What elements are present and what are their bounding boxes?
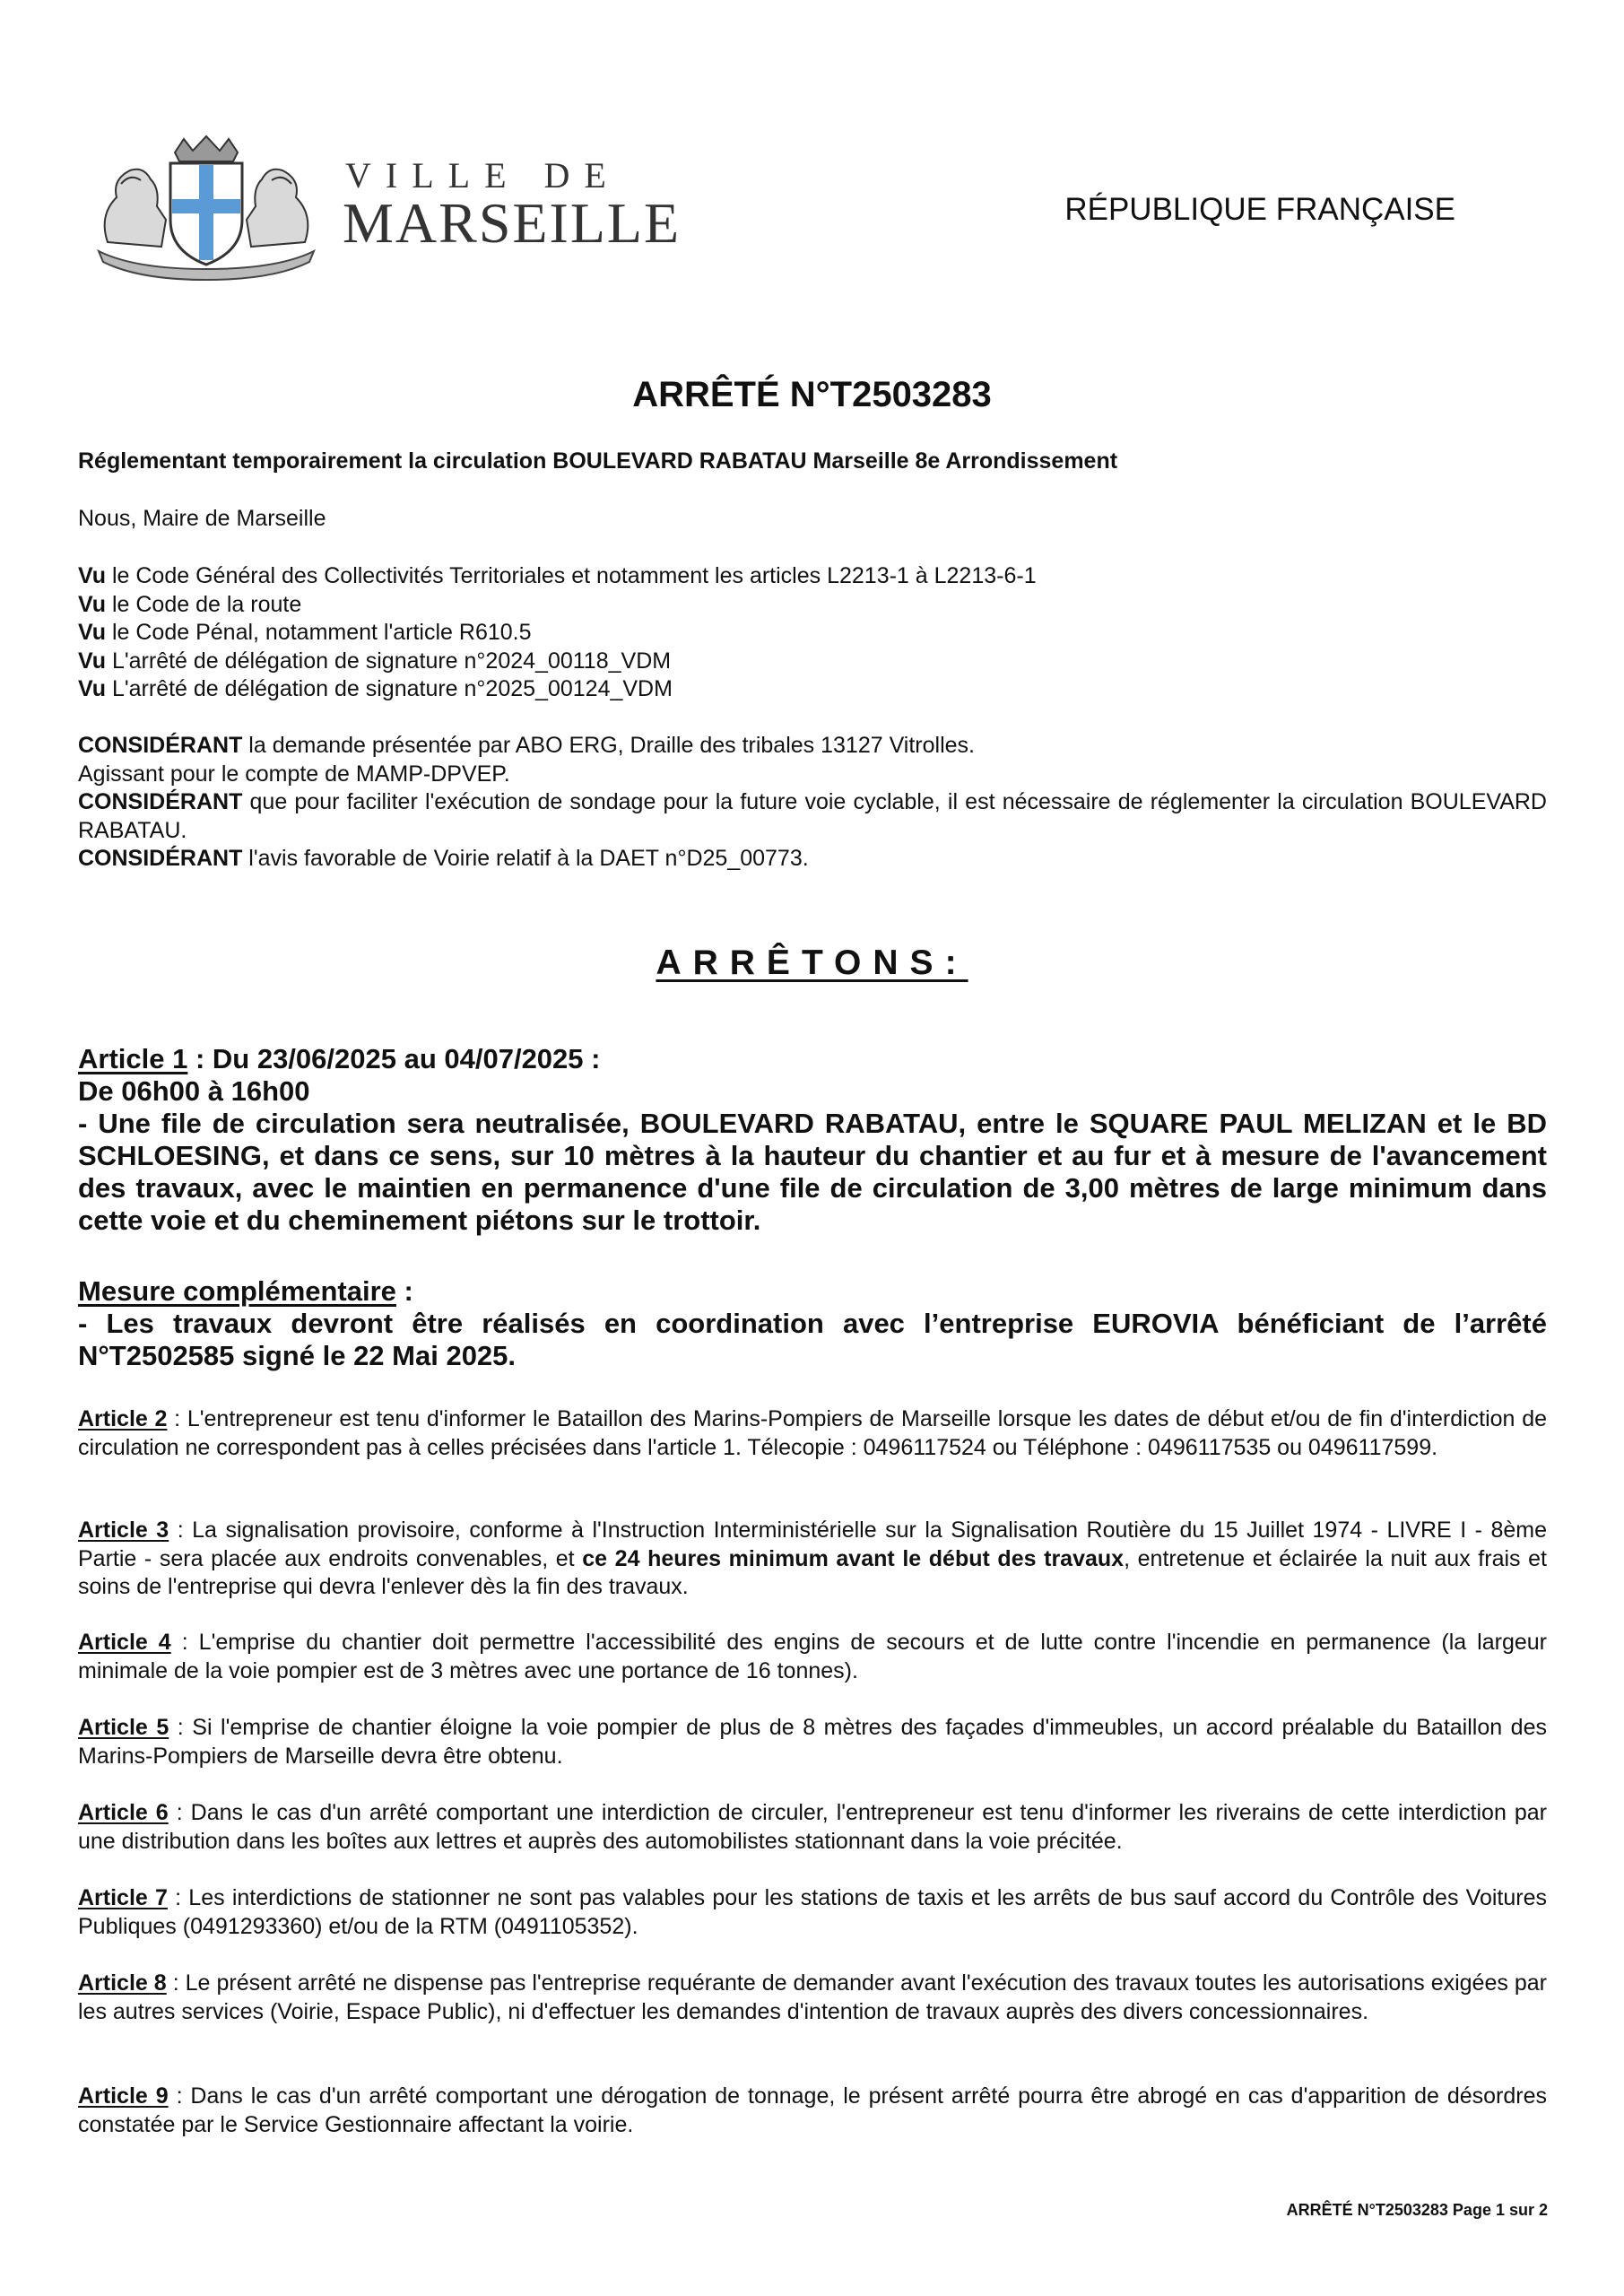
article-6: Article 6 : Dans le cas d'un arrêté comportant une interdiction de circuler, l'entrepreneur est tenu d'informer les riverains de cette interdiction par une distribution dans les boîtes aux lettres et auprès des automobilistes stationnant dans la voie précitée. — [78, 1800, 1547, 1854]
vu-list — [78, 562, 1547, 704]
vu-item: Vu L'arrêté de délégation de signature n°2024_00118_VDM — [78, 648, 672, 674]
article-4: Article 4 : L'emprise du chantier doit permettre l'accessibilité des engins de secours et de lutte contre l'incendie en permanence (la largeur minimale de la voie pompier est de 3 mètres avec une portance de 16 tonnes). — [78, 1630, 1547, 1683]
considerants-list — [78, 732, 1547, 874]
article-9: Article 9 : Dans le cas d'un arrêté comportant une dérogation de tonnage, le présent arrêté pourra être abrogé en cas d'apparition de désordres constatée par le Service Gestionnaire affectant la voirie. — [78, 2083, 1547, 2137]
logo-line-ville-de: VILLE DE — [345, 155, 621, 196]
article-1-header: Article 1 : Du 23/06/2025 au 04/07/2025 : — [78, 1043, 601, 1074]
article-8: Article 8 : Le présent arrêté ne dispense pas l'entreprise requérante de demander avant l'exécution des travaux toutes les autorisations exigées par les autres services (Voirie, Espace Public), ni d'effectuer les demandes d'intention de travaux auprès des divers concessionnaires. — [78, 1970, 1547, 2024]
logo-line-marseille: MARSEILLE — [343, 191, 682, 255]
considerant-item: CONSIDÉRANT l'avis favorable de Voirie relatif à la DAET n°D25_00773. — [78, 846, 809, 871]
article-2: Article 2 : L'entrepreneur est tenu d'informer le Bataillon des Marins-Pompiers de Marseille lorsque les dates de début et/ou de fin d'interdiction de circulation ne correspondent pas à celles précisées dans l'article 1. Télecopie : 0496117524 ou Téléphone : 0496117535 ou 0496117599. — [78, 1406, 1547, 1460]
page-footer: ARRÊTÉ N°T2503283 Page 1 sur 2 — [1286, 2201, 1548, 2219]
ville-de-marseille-logo — [81, 135, 682, 291]
considerant-item: CONSIDÉRANT que pour faciliter l'exécution de sondage pour la future voie cyclable, il est nécessaire de réglementer la circulation BOULEVARD RABATAU. — [78, 789, 1547, 843]
article-3: Article 3 : La signalisation provisoire, conforme à l'Instruction Interministérielle sur la Signalisation Routière du 15 Juillet 1974 - LIVRE I - 8ème Partie - sera placée aux endroits convenables, et ce 24 heures minimum avant le début des travaux, entretenue et éclairée la nuit aux frais et soins de l'entreprise qui devra l'enlever dès la fin des travaux. — [78, 1518, 1547, 1599]
document-title: ARRÊTÉ N°T2503283 — [632, 375, 992, 414]
considerant-item-continued: Agissant pour le compte de MAMP-DPVEP. — [78, 761, 510, 787]
article-5: Article 5 : Si l'emprise de chantier éloigne la voie pompier de plus de 8 mètres des façades d'immeubles, un accord préalable du Bataillon des Marins-Pompiers de Marseille devra être obtenu. — [78, 1715, 1547, 1769]
article-1 — [78, 1043, 1547, 1237]
mesure-complementaire — [78, 1275, 1547, 1372]
vu-item: Vu le Code Pénal, notamment l'article R610.5 — [78, 620, 532, 645]
vu-item: Vu le Code Général des Collectivités Territoriales et notamment les articles L2213-1 à L2213-6-1 — [78, 563, 1037, 588]
considerant-item: CONSIDÉRANT la demande présentée par ABO ERG, Draille des tribales 13127 Vitrolles. — [78, 733, 975, 758]
article-7: Article 7 : Les interdictions de stationner ne sont pas valables pour les stations de taxis et les arrêts de bus sauf accord du Contrôle des Voitures Publiques (0491293360) et/ou de la RTM (0491105352). — [78, 1885, 1547, 1939]
vu-item: Vu le Code de la route — [78, 591, 302, 617]
marseille-coat-of-arms-icon — [81, 135, 332, 291]
arretons-heading: ARRÊTONS: — [656, 944, 968, 982]
mesure-header: Mesure complémentaire : — [78, 1275, 413, 1307]
document-subtitle: Réglementant temporairement la circulation BOULEVARD RABATAU Marseille 8e Arrondissement — [78, 448, 1118, 474]
vu-item: Vu L'arrêté de délégation de signature n°2025_00124_VDM — [78, 676, 673, 701]
intro-line: Nous, Maire de Marseille — [78, 506, 326, 531]
article-1-text: - Une file de circulation sera neutralisée, BOULEVARD RABATAU, entre le SQUARE PAUL MELIZAN et le BD SCHLOESING, et dans ce sens, sur 10 mètres à la hauteur du chantier et au fur et à mesure de l'avancement des travaux, avec le maintien en permanence d'une file de circulation de 3,00 mètres de large minimum dans cette voie et du cheminement piétons sur le trottoir. — [78, 1108, 1547, 1236]
mesure-text: - Les travaux devront être réalisés en coordination avec l’entreprise EUROVIA bénéficiant de l’arrêté N°T2502585 signé le 22 Mai 2025. — [78, 1308, 1547, 1371]
article-1-hours: De 06h00 à 16h00 — [78, 1075, 310, 1107]
republique-francaise-header: RÉPUBLIQUE FRANÇAISE — [1064, 192, 1455, 227]
